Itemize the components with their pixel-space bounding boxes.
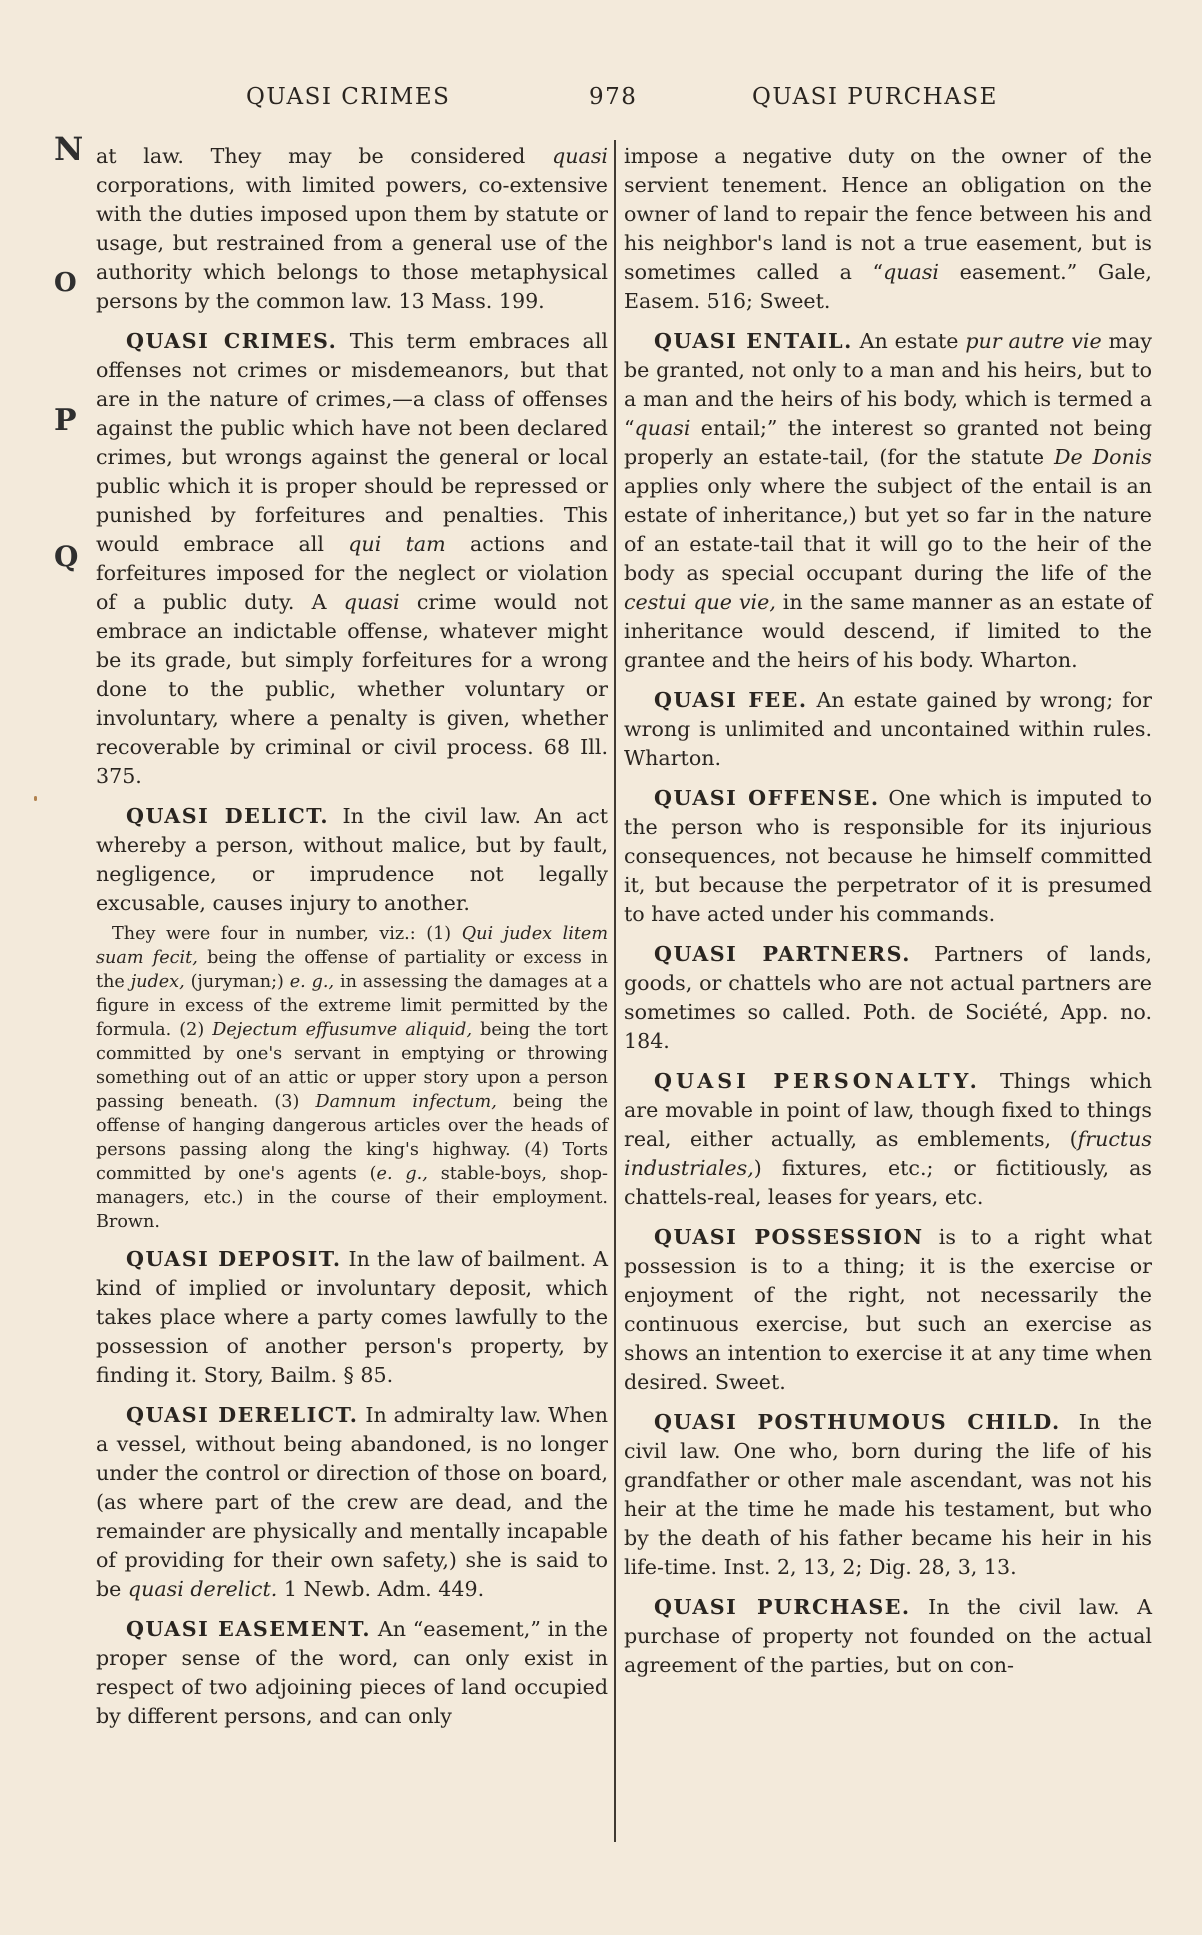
header-right-guide-word: QUASI PURCHASE	[752, 84, 998, 110]
entry-headword: QUASI POSTHUMOUS CHILD.	[654, 1410, 1061, 1434]
entry-headword: QUASI PURCHASE.	[654, 1595, 911, 1619]
entry-text: in the same manner as an estate of inheritance would descend, if limited to the grantee and the heirs of his body. Wharton.	[624, 590, 1152, 672]
entry-continuation	[624, 142, 1152, 316]
thumb-index-letter: N	[54, 130, 84, 168]
entry-quasi-personalty	[624, 1067, 1152, 1212]
entry-text: easement.” Gale, Easem. 516; Sweet.	[624, 260, 1152, 313]
thumb-index-letter: P	[54, 403, 77, 438]
note-text: (juryman;)	[184, 972, 290, 992]
italic-term: Dejectum effusumve aliquid,	[212, 1020, 473, 1040]
entry-text: corporations, with limited powers, co-extensive with the duties imposed upon them by statute or usage, but restrained from a general use of the authority which belongs to those metaphysical persons by the common law. 13 Mass. 199.	[96, 173, 608, 313]
note-text: being the offense of hanging dangerous articles over the heads of persons passing along the king's highway. (4) Torts committed by one's agents (	[96, 1092, 608, 1184]
entry-quasi-partners	[624, 940, 1152, 1056]
entry-quasi-posthumous-child	[624, 1408, 1152, 1582]
entry-text: crime would not embrace an indictable offense, whatever might be its grade, but simply forfeitures for a wrong done to the public, whether voluntary or involuntary, where a penalty is given, whether recoverable by criminal or civil process. 68 Ill. 375.	[96, 590, 608, 788]
left-column	[96, 142, 608, 1742]
right-column	[624, 142, 1152, 1691]
entry-text: at law. They may be considered	[96, 144, 553, 168]
entry-headword: QUASI PERSONALTY.	[654, 1069, 981, 1093]
entry-headword: QUASI DELICT.	[126, 804, 330, 828]
entry-headword: QUASI PARTNERS.	[654, 942, 911, 966]
entry-headword: QUASI CRIMES.	[126, 329, 338, 353]
italic-term: judex,	[130, 972, 185, 992]
italic-term: quasi	[552, 144, 608, 168]
entry-text: In the civil law. A purchase of property not founded on the actual agreement of the parties, but on con-	[624, 1595, 1152, 1677]
entry-continuation	[96, 142, 608, 316]
entry-quasi-offense	[624, 784, 1152, 929]
entry-headword: QUASI POSSESSION	[654, 1225, 924, 1249]
entry-text: 1 Newb. Adm. 449.	[277, 1577, 485, 1601]
italic-term: Qui judex litem suam fecit,	[96, 924, 608, 968]
entry-text: In the civil law. One who, born during the life of his grandfather or other male ascendant, was not his heir at the time he made his testament, but who by the death of his father became his heir in his life-time. Inst. 2, 13, 2; Dig. 28, 3, 13.	[624, 1410, 1153, 1579]
entry-text: ) fixtures, etc.; or fictitiously, as chattels-real, leases for years, etc.	[624, 1156, 1152, 1209]
italic-term: quasi	[343, 590, 400, 614]
entry-text: entail;” the interest so granted not being properly an estate-tail, (for the statute	[624, 416, 1152, 469]
entry-text: may be granted, not only to a man and his heirs, but to a man and the heirs of his body, which is termed a “	[624, 329, 1152, 440]
entry-quasi-entail	[624, 327, 1152, 675]
entry-text: impose a negative duty on the owner of the servient tenement. Hence an obligation on the owner of land to repair the fence between his and his neighbor's land is not a true easement, but is sometimes called a “	[624, 144, 1152, 284]
thumb-index-letter: Q	[54, 540, 79, 573]
entry-headword: QUASI DEPOSIT.	[126, 1247, 342, 1271]
italic-term: pur autre vie	[965, 329, 1102, 353]
note-text: being the offense of partiality or excess in the	[96, 948, 608, 992]
header-left-guide-word: QUASI CRIMES	[246, 84, 451, 110]
italic-term: e. g.,	[376, 1164, 428, 1184]
entry-text: In the civil law. An act whereby a person, without malice, but by fault, negligence, or imprudence not legally excusable, causes injury to another.	[96, 804, 608, 915]
entry-quasi-fee	[624, 686, 1152, 773]
entry-quasi-delict	[96, 802, 608, 1234]
column-divider	[614, 140, 616, 1842]
entry-text: This term embraces all offenses not crimes or misdemeanors, but that are in the nature of crimes,—a class of offenses against the public which have not been declared crimes, but wrongs against the general or local public which it is proper should be repressed or punished by forfeitures and penalties. This would embrace all	[96, 329, 608, 556]
italic-term: qui tam	[348, 532, 446, 556]
italic-term: Damnum infectum,	[315, 1092, 497, 1112]
entry-text: In the law of bailment. A kind of implied or involuntary deposit, which takes place where a party comes lawfully to the possession of another person's property, by finding it. Story, Bailm. § 85.	[96, 1247, 608, 1387]
entry-quasi-easement	[96, 1615, 608, 1731]
entry-headword: QUASI OFFENSE.	[654, 786, 880, 810]
entry-text: In admiralty law. When a vessel, without being abandoned, is no longer under the control or direction of those on board, (as where part of the crew are dead, and the remainder are physically and mentally incapable of providing for their own safety,) she is said to be	[96, 1403, 608, 1601]
entry-text: One which is imputed to the person who is responsible for its injurious consequences, not because he himself committed it, but because the perpetrator of it is presumed to have acted under his commands.	[624, 786, 1153, 926]
entry-quasi-crimes	[96, 327, 608, 791]
entry-text: applies only where the subject of the entail is an estate of inheritance,) but yet so far in the nature of an estate-tail that it will go to the heir of the body as special occupant during the life of the	[624, 474, 1152, 585]
entry-headword: QUASI ENTAIL.	[654, 329, 853, 353]
running-header	[0, 84, 1202, 124]
entry-headword: QUASI FEE.	[654, 688, 808, 712]
entry-headword: QUASI DERELICT.	[126, 1403, 359, 1427]
thumb-index-letter: O	[54, 268, 77, 298]
note-text: stable-boys, shop-managers, etc.) in the course of their employment. Brown.	[96, 1164, 608, 1232]
entry-text: An estate	[852, 329, 966, 353]
entry-quasi-purchase	[624, 1593, 1152, 1680]
italic-term: quasi	[883, 260, 939, 284]
entry-text: actions and forfeitures imposed for the neglect or violation of a public duty. A	[96, 532, 608, 614]
paper-speck	[34, 796, 37, 801]
page-number: 978	[589, 84, 638, 110]
italic-term: De Donis	[1054, 445, 1152, 469]
entry-text: An “easement,” in the proper sense of the word, can only exist in respect of two adjoining pieces of land occupied by different persons, and can only	[96, 1617, 608, 1728]
entry-headword: QUASI EASEMENT.	[126, 1617, 372, 1641]
italic-term: cestui que vie,	[624, 590, 776, 614]
italic-term: quasi derelict.	[127, 1577, 278, 1601]
entry-note	[96, 922, 608, 1234]
note-text: being the tort committed by one's servant in emptying or throwing something out of an attic or upper story upon a person passing beneath. (3)	[96, 1020, 608, 1112]
italic-term: e. g.,	[289, 972, 335, 992]
entry-text: Things which are movable in point of law, though fixed to things real, either actually, as emblements, (	[624, 1069, 1153, 1151]
note-text: They were four in number, viz.: (1)	[112, 924, 462, 944]
entry-text: An estate gained by wrong; for wrong is unlimited and uncontained within rules. Wharton.	[624, 688, 1152, 770]
italic-term: quasi	[634, 416, 691, 440]
entry-quasi-derelict	[96, 1401, 608, 1604]
note-text: in assessing the damages at a figure in excess of the extreme limit permitted by the formula. (2)	[96, 972, 608, 1040]
entry-text: Partners of lands, goods, or chattels who are not actual partners are sometimes so called. Poth. de Société, App. no. 184.	[624, 942, 1152, 1053]
entry-quasi-deposit	[96, 1245, 608, 1390]
italic-term: fructus industriales,	[624, 1127, 1152, 1180]
entry-quasi-possession	[624, 1223, 1152, 1397]
entry-text: is to a right what possession is to a thing; it is the exercise or enjoyment of the right, not necessarily the continuous exercise, but such an exercise as shows an intention to exercise it at any time when desired. Sweet.	[624, 1225, 1152, 1394]
